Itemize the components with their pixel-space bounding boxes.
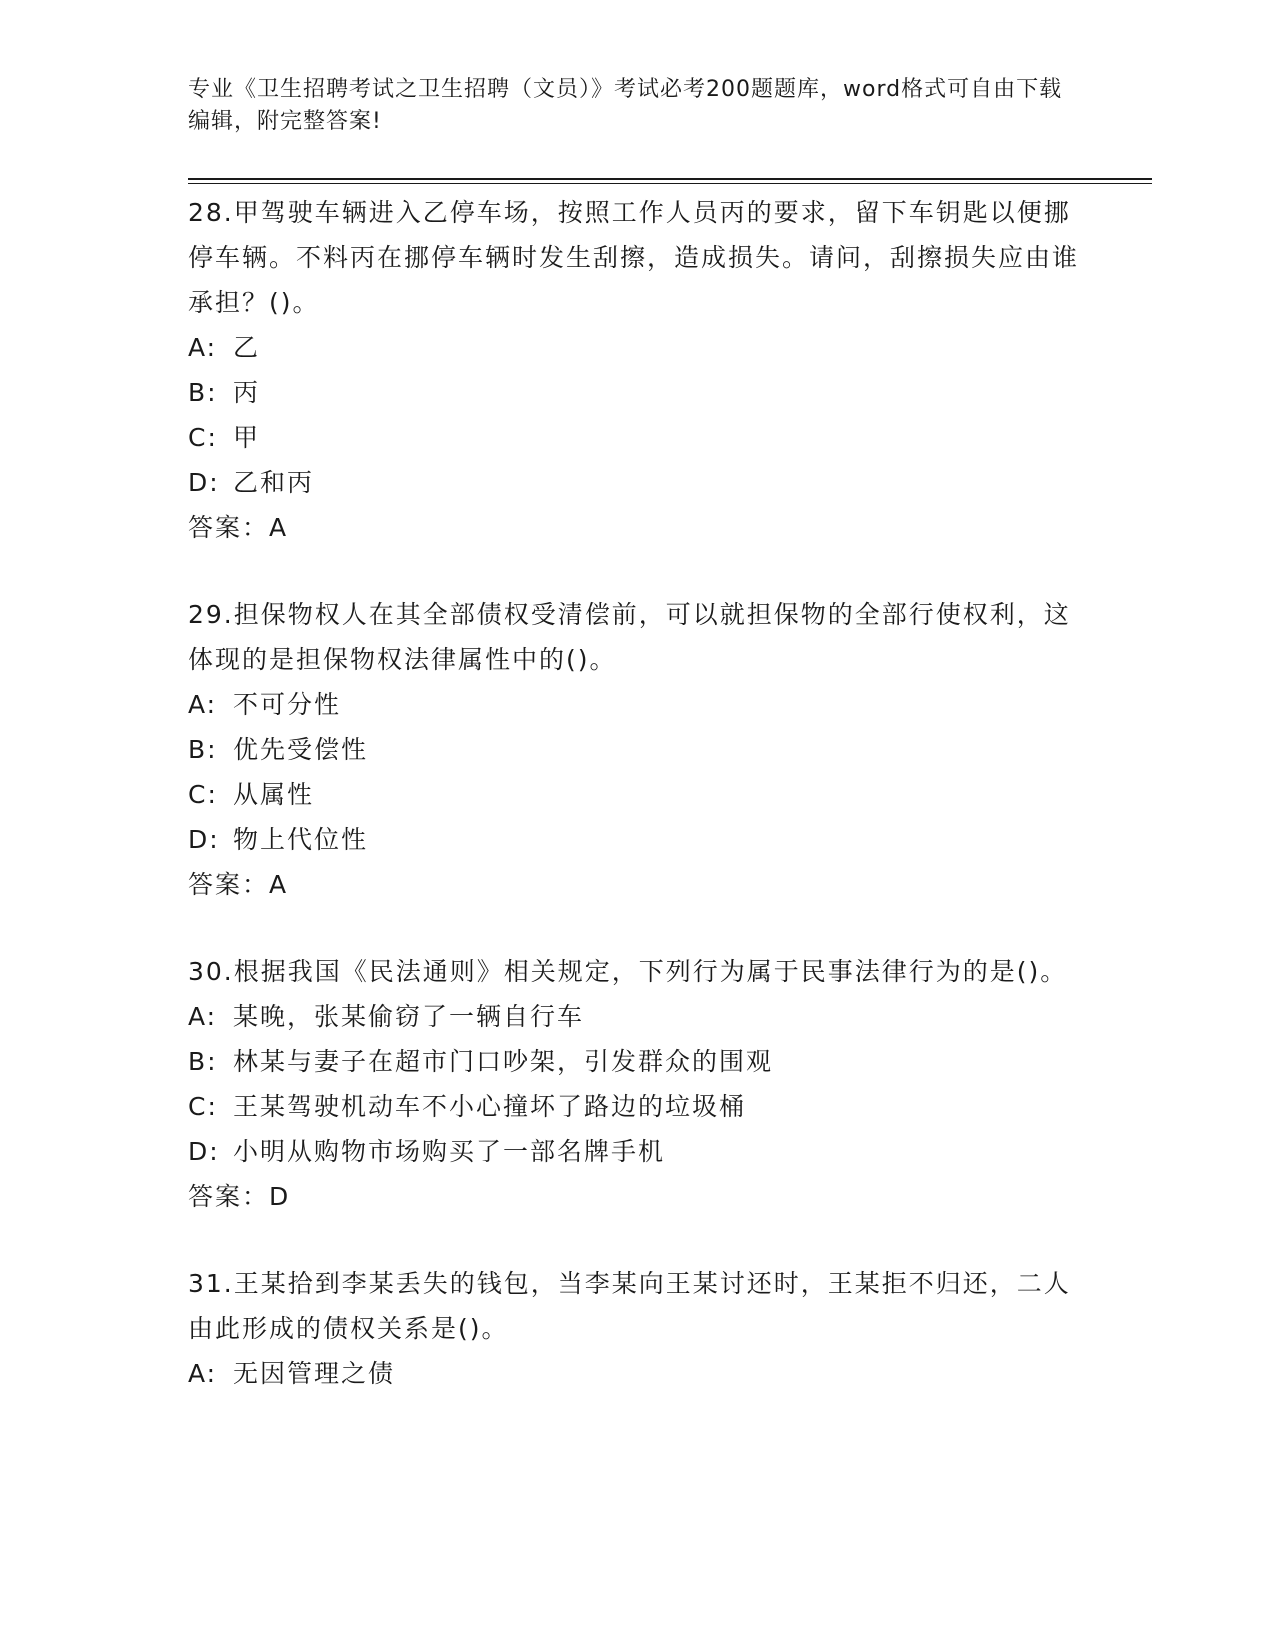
option-key: A:	[188, 1359, 218, 1388]
question-stem: 28.甲驾驶车辆进入乙停车场，按照工作人员丙的要求，留下车钥匙以便挪停车辆。不料丙在挪停车辆时发生刮擦，造成损失。请问，刮擦损失应由谁承担？()。	[188, 198, 1080, 317]
option-b	[188, 727, 1088, 772]
answer-line: 答案：A	[188, 870, 289, 899]
option-key: B:	[188, 378, 218, 407]
question-stem: 29.担保物权人在其全部债权受清偿前，可以就担保物的全部行使权利，这体现的是担保物权法律属性中的()。	[188, 600, 1071, 674]
option-text: 乙	[233, 333, 261, 362]
option-d	[188, 460, 1088, 505]
option-text: 丙	[233, 378, 261, 407]
option-key: D:	[188, 468, 220, 497]
question-stem: 31.王某拾到李某丢失的钱包，当李某向王某讨还时，王某拒不归还，二人由此形成的债权关系是()。	[188, 1269, 1071, 1343]
option-text: 甲	[233, 423, 261, 452]
header-divider-thin	[188, 183, 1152, 184]
option-text: 物上代位性	[233, 825, 369, 854]
option-text: 林某与妻子在超市门口吵架，引发群众的围观	[233, 1047, 774, 1076]
option-text: 无因管理之债	[233, 1359, 396, 1388]
option-b	[188, 370, 1088, 415]
document-header: 专业《卫生招聘考试之卫生招聘（文员）》考试必考200题题库，word格式可自由下载编辑，附完整答案!	[188, 77, 1063, 134]
question-28	[188, 190, 1088, 550]
question-29	[188, 592, 1088, 907]
header-divider	[188, 178, 1152, 180]
option-text: 优先受偿性	[233, 735, 369, 764]
option-text: 乙和丙	[233, 468, 315, 497]
option-key: B:	[188, 735, 218, 764]
option-a	[188, 682, 1088, 727]
option-d	[188, 817, 1088, 862]
option-key: C:	[188, 1092, 218, 1121]
option-b	[188, 1039, 1088, 1084]
question-list	[188, 190, 1088, 1438]
answer-line: 答案：A	[188, 513, 289, 542]
option-text: 某晚，张某偷窃了一辆自行车	[233, 1002, 585, 1031]
option-key: D:	[188, 825, 220, 854]
option-text: 不可分性	[233, 690, 342, 719]
option-text: 从属性	[233, 780, 315, 809]
option-a	[188, 994, 1088, 1039]
option-key: C:	[188, 780, 218, 809]
question-31	[188, 1261, 1088, 1396]
option-key: A:	[188, 690, 218, 719]
option-text: 王某驾驶机动车不小心撞坏了路边的垃圾桶	[233, 1092, 747, 1121]
option-d	[188, 1129, 1088, 1174]
question-stem: 30.根据我国《民法通则》相关规定，下列行为属于民事法律行为的是()。	[188, 957, 1068, 986]
option-text: 小明从购物市场购买了一部名牌手机	[233, 1137, 666, 1166]
question-30	[188, 949, 1088, 1219]
option-key: A:	[188, 1002, 218, 1031]
option-c	[188, 415, 1088, 460]
option-a	[188, 1351, 1088, 1396]
option-key: C:	[188, 423, 218, 452]
option-key: B:	[188, 1047, 218, 1076]
option-a	[188, 325, 1088, 370]
option-c	[188, 1084, 1088, 1129]
option-key: D:	[188, 1137, 220, 1166]
answer-line: 答案：D	[188, 1182, 291, 1211]
option-c	[188, 772, 1088, 817]
option-key: A:	[188, 333, 218, 362]
